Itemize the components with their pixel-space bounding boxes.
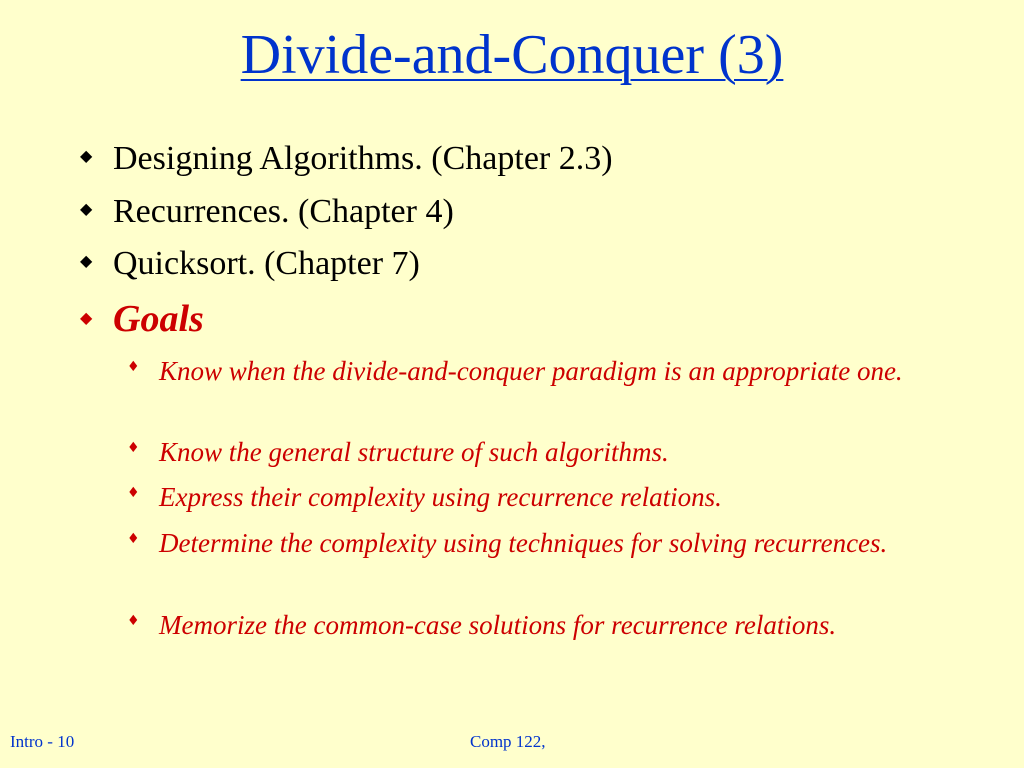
diamond-bullet-icon: ◆ [80, 308, 93, 327]
goal-text: Express their complexity using recurrence relations. [159, 482, 722, 512]
bullet-quicksort [80, 244, 420, 289]
diamond-bullet-icon: ◆ [80, 251, 93, 270]
bullet-goals [80, 299, 204, 346]
diamond-bullet-icon: ♦ [127, 485, 140, 501]
goal-text: Know the general structure of such algorithms. [159, 437, 669, 467]
goal-item [127, 525, 907, 561]
goal-item [127, 479, 907, 515]
bullet-text: Quicksort. (Chapter 7) [113, 245, 420, 282]
bullet-recurrences [80, 192, 454, 237]
bullet-text: Goals [113, 298, 204, 340]
bullet-text: Recurrences. (Chapter 4) [113, 193, 454, 230]
diamond-bullet-icon: ♦ [127, 440, 140, 456]
bullet-text: Designing Algorithms. (Chapter 2.3) [113, 140, 613, 177]
goal-text: Know when the divide-and-conquer paradigm is an appropriate one. [159, 356, 903, 386]
footer-slide-number: Intro - 10 [10, 732, 75, 751]
goal-item [127, 353, 907, 389]
diamond-bullet-icon: ♦ [127, 359, 140, 375]
diamond-bullet-icon: ◆ [80, 146, 93, 165]
bullet-designing-algorithms [80, 139, 613, 184]
diamond-bullet-icon: ♦ [127, 531, 140, 547]
footer-course-label: Comp 122, [470, 732, 546, 751]
diamond-bullet-icon: ◆ [80, 199, 93, 218]
goal-item [127, 434, 907, 470]
goal-item [127, 607, 907, 643]
goal-text: Memorize the common-case solutions for recurrence relations. [159, 610, 837, 640]
goal-text: Determine the complexity using techniques for solving recurrences. [159, 528, 888, 558]
diamond-bullet-icon: ♦ [127, 613, 140, 629]
slide-title: Divide-and-Conquer (3) [240, 24, 784, 86]
